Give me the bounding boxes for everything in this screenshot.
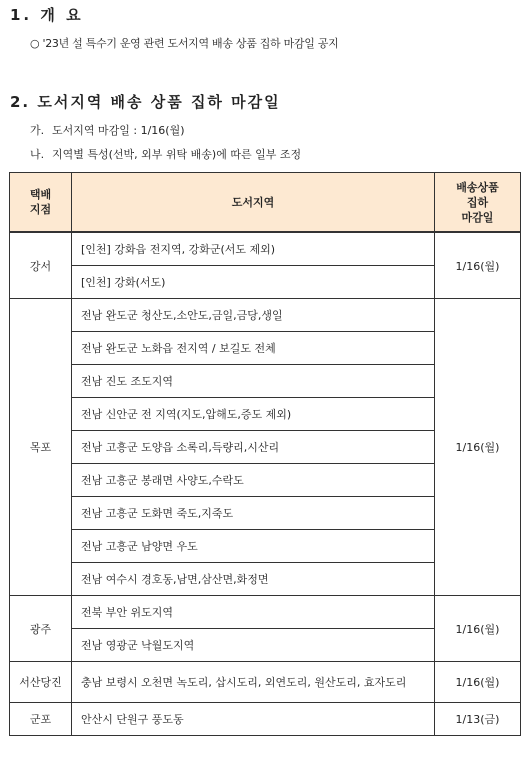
region-cell: 전남 고흥군 남양면 우도 — [72, 530, 435, 563]
branch-cell: 광주 — [10, 596, 72, 662]
sub-item-marker: 나. — [30, 148, 45, 161]
region-cell: 전남 진도 조도지역 — [72, 365, 435, 398]
deadline-table — [9, 172, 521, 736]
header-branch — [10, 173, 72, 233]
header-deadline — [435, 173, 521, 233]
region-cell: 전남 고흥군 도화면 죽도,지죽도 — [72, 497, 435, 530]
sub-item-na — [30, 146, 301, 162]
table-row — [10, 232, 521, 266]
section-2-title: 2. 도서지역 배송 상품 집하 마감일 — [10, 93, 281, 111]
header-region: 도서지역 — [72, 173, 435, 233]
table-header-row — [10, 173, 521, 233]
table-row — [10, 703, 521, 736]
sub-item-text: 지역별 특성(선박, 외부 위탁 배송)에 따른 일부 조정 — [52, 148, 302, 161]
section-1-title: 1. 개 요 — [10, 6, 84, 24]
region-cell: 전남 고흥군 도양읍 소록리,득량리,시산리 — [72, 431, 435, 464]
region-cell: 전남 고흥군 봉래면 사양도,수락도 — [72, 464, 435, 497]
branch-cell: 목포 — [10, 299, 72, 596]
overview-bullet: ○ '23년 설 특수기 운영 관련 도서지역 배송 상품 집하 마감일 공지 — [30, 37, 339, 50]
region-cell: 전북 부안 위도지역 — [72, 596, 435, 629]
region-cell: 전남 영광군 낙월도지역 — [72, 629, 435, 662]
sub-item-marker: 가. — [30, 124, 45, 137]
sub-item-ga — [30, 122, 185, 138]
deadline-cell: 1/16(월) — [435, 299, 521, 596]
region-cell: [인천] 강화(서도) — [72, 266, 435, 299]
branch-cell: 군포 — [10, 703, 72, 736]
table-body — [10, 232, 521, 736]
deadline-cell: 1/16(월) — [435, 662, 521, 703]
branch-cell: 강서 — [10, 232, 72, 299]
region-cell: 전남 완도군 노화읍 전지역 / 보길도 전체 — [72, 332, 435, 365]
region-cell: 전남 신안군 전 지역(지도,압해도,증도 제외) — [72, 398, 435, 431]
table-row — [10, 299, 521, 332]
region-cell: 충남 보령시 오천면 녹도리, 삽시도리, 외연도리, 원산도리, 효자도리 — [72, 662, 435, 703]
sub-item-text: 도서지역 마감일 : 1/16(월) — [52, 124, 185, 137]
region-cell: [인천] 강화읍 전지역, 강화군(서도 제외) — [72, 232, 435, 266]
branch-cell: 서산당진 — [10, 662, 72, 703]
region-cell: 안산시 단원구 풍도동 — [72, 703, 435, 736]
region-cell: 전남 여수시 경호동,남면,삼산면,화정면 — [72, 563, 435, 596]
deadline-cell: 1/13(금) — [435, 703, 521, 736]
region-cell: 전남 완도군 청산도,소안도,금일,금당,생일 — [72, 299, 435, 332]
table-row — [10, 596, 521, 629]
deadline-cell: 1/16(월) — [435, 596, 521, 662]
deadline-cell: 1/16(월) — [435, 232, 521, 299]
header-branch-text: 택배 지점 — [29, 188, 52, 216]
table-row — [10, 662, 521, 703]
header-deadline-text: 배송상품 집하 마감일 — [456, 180, 499, 224]
